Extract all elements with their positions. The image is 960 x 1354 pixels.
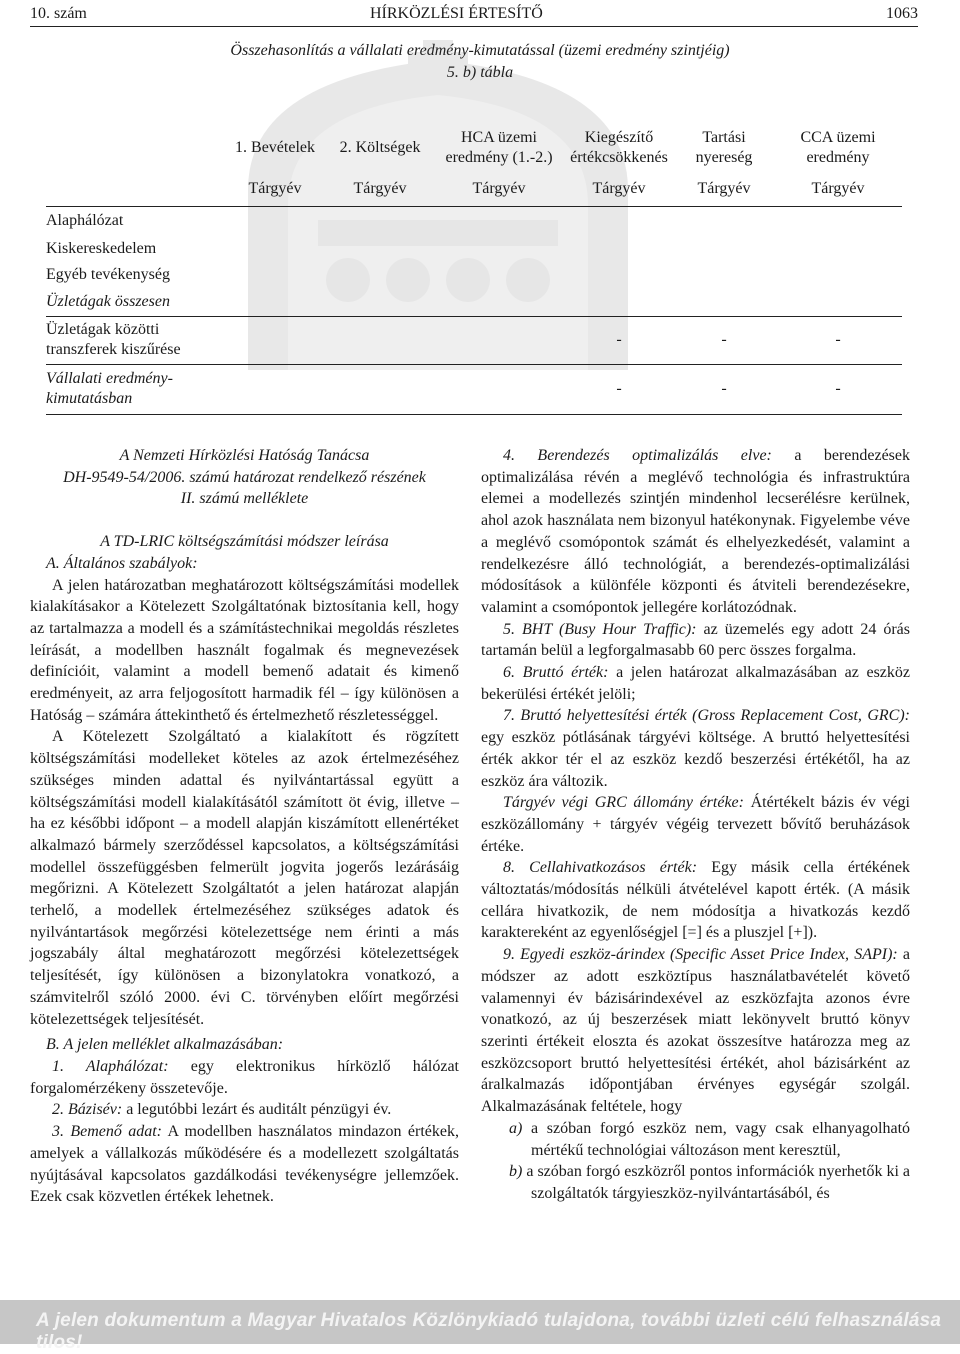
definition-2: 2. Bázisév: a legutóbbi lezárt és auditált pénzügyi év. [52, 1101, 392, 1119]
column-header: Kiegészítő értékcsökkenés [570, 129, 668, 166]
paragraph: A Kötelezett Szolgáltató a kialakított és rögzített költségszámítási modelleket köteles az azok értelmezéséhez szükséges minden adattal és nyilvántartással együtt a költségszámítási modell kialakításától számított öt évig, illetve – ha ez későbbi időpont – a modell alapján kiszámított ellenértéket alkalmazó bármely szerződéssel kapcsolatos, a költségszámítási modellel összefüggésben felmerült jogvita jogerős lezárásáig megőrizni. A Kötelezett Szolgáltatót a jelen határozat alapján terhelő, a modellek értelmezéséhez szükséges adatok és nyilvántartások megőrzési kötelezettsége nem érinti a más jogszabály által meghatározott megőrzési kötelezettségek teljesítését, így különösen a bizonylatokra vonatkozó, a számvitelről szóló 2000. évi C. törvényben előírt megőrzési kötelezettségek teljesítését. [30, 728, 459, 1028]
copyright-footer [0, 1300, 960, 1353]
row-label: Kiskereskedelem [46, 240, 157, 257]
copyright-notice: A jelen dokumentum a Magyar Hivatalos Közlönykiadó tulajdona, további üzleti célú felhasználása tilos! [36, 1310, 942, 1353]
definition-7: 7. Bruttó helyettesítési érték (Gross Replacement Cost, GRC): egy eszköz pótlásának tárgyévi költsége. A bruttó helyettesítési érték akkor tér el az eszköz kezdő beszerzési értékétől, ha az eszköz ára változik. [481, 707, 910, 790]
row-label: Üzletágak közötti transzferek kiszűrése [46, 321, 181, 358]
definition-1: 1. Alaphálózat: egy elektronikus hírközlő hálózat forgalomérzékeny összetevője. [30, 1057, 460, 1097]
definition-6: 6. Bruttó érték: a jelen határozat alkalmazásában az eszköz bekerülési értékét jelöli; [481, 664, 910, 703]
dash-cell: - [835, 380, 841, 397]
condition-b: b) a szóban forgó eszközről pontos információk nyerhetők ki a szolgáltatók tárgyieszköz-nyilvántartásából, és [509, 1163, 911, 1202]
page-header [30, 2, 918, 27]
left-column [30, 445, 459, 1208]
comparison-table [46, 124, 902, 415]
column-header: 2. Költségek [339, 139, 421, 156]
row-label: Egyéb tevékenység [46, 266, 170, 283]
decision-issuer: A Nemzeti Hírközlési Hatóság Tanácsa [119, 447, 370, 464]
dash-cell: - [721, 331, 727, 348]
period-header: Tárgyév [472, 179, 526, 197]
period-header: Tárgyév [697, 179, 751, 197]
annex-title: A TD-LRIC költségszámítási módszer leírása [100, 533, 389, 551]
row-label: Üzletágak összesen [46, 292, 170, 310]
column-header: 1. Bevételek [235, 139, 315, 156]
definition-4: 4. Berendezés optimalizálás elve: a berendezések optimalizálása révén a meglévő technológia és infrastruktúra elemei a modellezés szintjén mindenhol lecserélésre kerülnek, ahol azok használata nem bizonyul hatékonynak. Figyelembe véve a meglévő csomópontok számát és elhelyezkedését, valamint a rendelkezésre álló technológiát, a berendezés-optimalizálási módosítások a különféle központi és átviteli berendezésekre, valamint a csomópontok jellegére korlátozódnak. [481, 447, 911, 616]
column-header: HCA üzemi eredmény (1.-2.) [445, 129, 553, 166]
definition-7-grc: Tárgyév végi GRC állomány értéke: Átértékelt bázis év végi eszközállomány + tárgyév végéig tervezett bővítő beruházások értéke. [481, 794, 910, 855]
condition-a: a) a szóban forgó eszköz nem, vagy csak elhanyagolható mértékű technológiai változáson ment keresztül, [509, 1119, 911, 1159]
column-header: Tartási nyereség [695, 129, 753, 166]
dash-cell: - [616, 380, 622, 397]
dash-cell: - [616, 331, 622, 348]
right-column [481, 445, 910, 1205]
publication-title: HÍRKÖZLÉSI ÉRTESÍTŐ [370, 5, 543, 22]
period-header: Tárgyév [248, 179, 302, 197]
column-header: CCA üzemi eredmény [800, 129, 876, 166]
row-label: Alaphálózat [46, 212, 124, 230]
dash-cell: - [721, 380, 727, 397]
period-header: Tárgyév [592, 179, 646, 197]
definition-8: 8. Cellahivatkozásos érték: Egy másik cella értékének változtatás/módosítás nélküli átvételével kapott érték. (A másik cellára hivatkozik, de nem módosítja a hivatkozás kezdő karaktereként az egyenlőségjel [=] és a pluszjel [+]). [481, 859, 911, 942]
page-number: 1063 [886, 5, 918, 22]
annex-number: II. számú melléklete [180, 490, 309, 508]
definition-3: 3. Bemenő adat: A modellben használatos mindazon értékek, amelyek a vállalkozás működésére és a modellezett szolgáltatás nyújtásával kapcsolatos gazdálkodási tevékenységre jellemzőek. Ezek csak közvetlen értékek lehetnek. [30, 1123, 459, 1206]
table-number: 5. b) tábla [446, 64, 514, 81]
period-header: Tárgyév [353, 179, 407, 197]
section-b-heading: B. A jelen melléklet alkalmazásában: [46, 1036, 284, 1054]
paragraph: A jelen határozatban meghatározott költségszámítási modellek kialakításakor a Kötelezett Szolgáltatónak biztosítania kell, hogy az tartalmazza a modell és a számítástechnikai megoldás részletes leírását, a modellben használt fogalmak és megnevezések definícióit, valamint a modell bemenő adatait és kimenő eredményeit, az arra feljogosított harmadik fél – így különösen a Hatóság – számára áttekinthető és értelmezhető részletességgel. [30, 576, 459, 724]
definition-9: 9. Egyedi eszköz-árindex (Specific Asset Price Index, SAPI): a módszer az adott eszköztípus használatbavételét követő valamennyi év bázisárindexével az eszközfajta azonos évre vonatkozó, az új beszerzések miatt lekönyvelt bruttó könyv szerinti értékeit eloszta és azokat összesítve határozza meg az eszközcsoport bruttó helyettesítési értékét, ahol bázisárként az áralkalmazás időpontjában érvényes egységár szolgál. Alkalmazásának feltétele, hogy [481, 946, 911, 1116]
decision-number: DH-9549-54/2006. számú határozat rendelkező részének [63, 468, 426, 486]
issue-number: 10. szám [30, 5, 87, 22]
definition-5: 5. BHT (Busy Hour Traffic): az üzemelés egy adott 24 órás tartamán belül a legforgalmasabb 60 perc összes forgalma. [481, 620, 911, 660]
period-header: Tárgyév [811, 179, 865, 197]
table-title: Összehasonlítás a vállalati eredmény-kimutatással (üzemi eredmény szintjéig) [230, 42, 730, 59]
section-a-heading: A. Általános szabályok: [46, 554, 198, 572]
row-label: Vállalati eredmény- kimutatásban [46, 370, 173, 407]
dash-cell: - [835, 331, 841, 348]
